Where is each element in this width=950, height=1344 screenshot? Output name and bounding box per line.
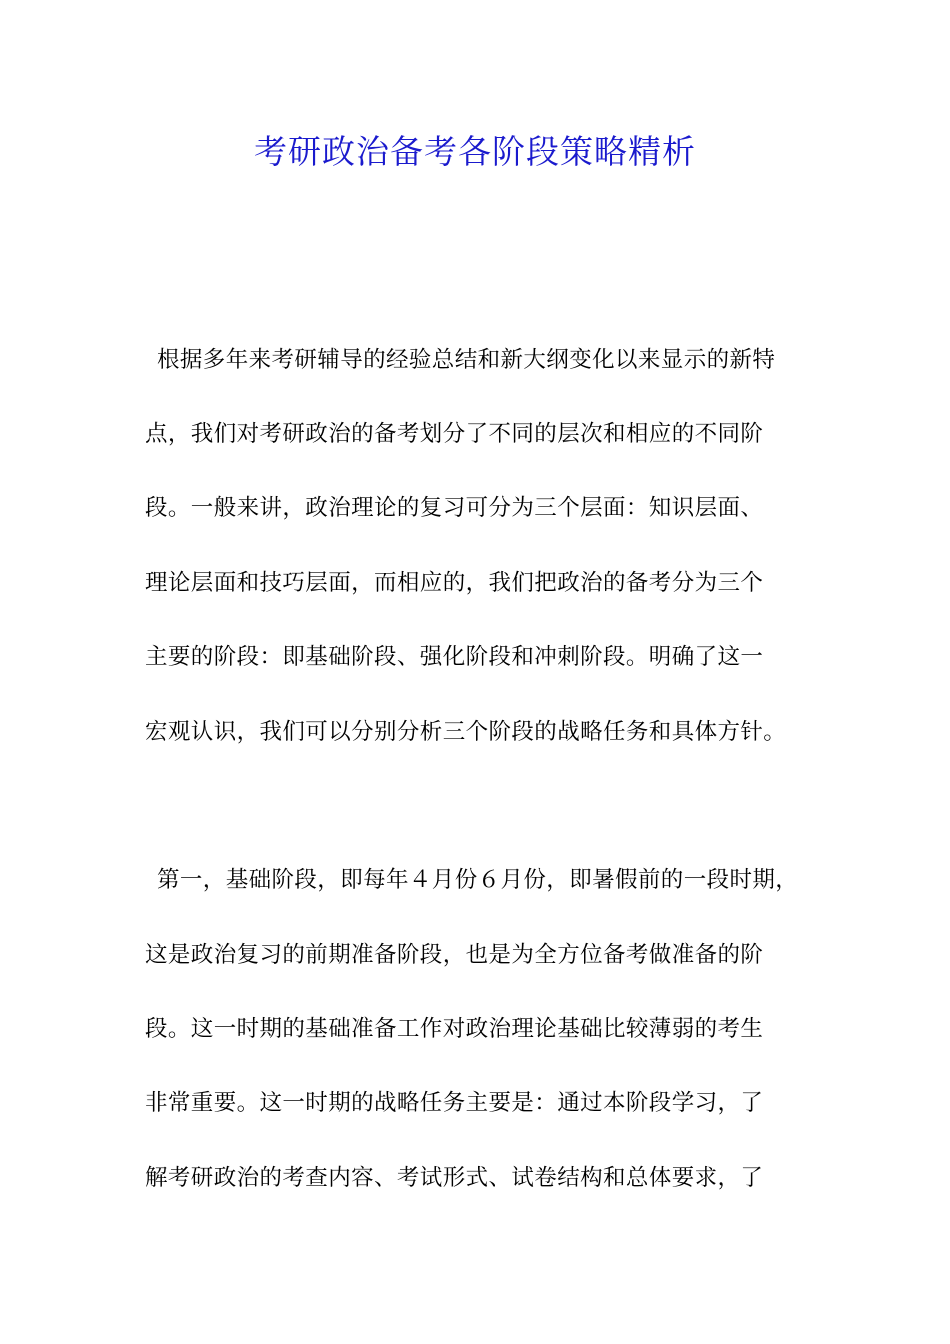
document-title: 考研政治备考各阶段策略精析 [254,132,696,171]
paragraph-2-line-1: 第一，基础阶段，即每年４月份６月份，即暑假前的一段时期， [157,867,799,893]
paragraph-1-line-4: 理论层面和技巧层面，而相应的，我们把政治的备考分为三个 [145,570,764,596]
paragraph-1-line-6: 宏观认识，我们可以分别分析三个阶段的战略任务和具体方针。 [145,719,787,745]
paragraph-2-line-3: 段。这一时期的基础准备工作对政治理论基础比较薄弱的考生 [145,1016,764,1042]
paragraph-2-line-5: 解考研政治的考查内容、考试形式、试卷结构和总体要求，了 [145,1165,764,1191]
paragraph-2-line-4: 非常重要。这一时期的战略任务主要是：通过本阶段学习，了 [145,1090,764,1116]
paragraph-1-line-2: 点，我们对考研政治的备考划分了不同的层次和相应的不同阶 [145,421,764,447]
paragraph-1-line-5: 主要的阶段：即基础阶段、强化阶段和冲刺阶段。明确了这一 [145,644,764,670]
paragraph-1-line-1: 根据多年来考研辅导的经验总结和新大纲变化以来显示的新特 [157,347,776,373]
paragraph-2-line-2: 这是政治复习的前期准备阶段，也是为全方位备考做准备的阶 [145,942,764,968]
paragraph-1-line-3: 段。一般来讲，政治理论的复习可分为三个层面：知识层面、 [145,495,764,521]
